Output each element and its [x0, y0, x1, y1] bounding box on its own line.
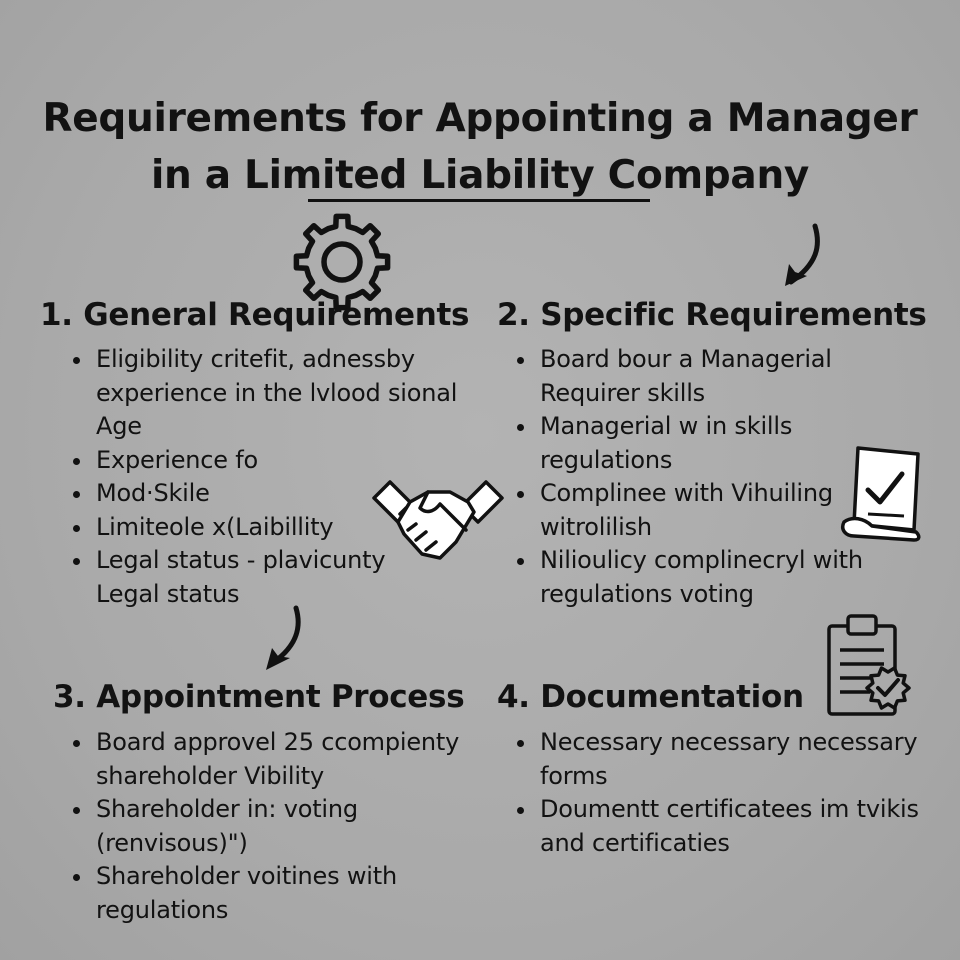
section-process-list [73, 726, 459, 927]
bullet-text: experience in the lvlood sional [96, 378, 458, 407]
bullet-text: Managerial w in skills [540, 412, 793, 440]
checked-document-icon [838, 444, 930, 544]
bullet-text: Mod·Skile [96, 479, 210, 507]
curved-arrow-icon [775, 220, 835, 292]
bullet-text: regulations voting [540, 579, 754, 608]
bullet-text: Shareholder in: voting [96, 795, 358, 823]
bullet-text: regulations [96, 895, 229, 924]
bullet-text: Necessary necessary necessary [540, 728, 918, 756]
bullet-text: regulations [540, 445, 673, 474]
bullet-item [517, 410, 863, 477]
bullet-item [73, 726, 459, 793]
title-line-2: in a Limited Liability Company [150, 153, 810, 198]
bullet-item [517, 544, 863, 611]
bullet-text: (renvisous)") [96, 828, 248, 857]
bullet-text: Complinee with Vihuiling [540, 479, 833, 507]
bullet-text: Nilioulicy complinecryl with [540, 546, 863, 574]
bullet-text: Legal status [96, 579, 240, 608]
section-specific-heading: 2. Specific Requirements [497, 297, 927, 333]
bullet-item [73, 793, 459, 860]
section-general-heading: 1. General Requirements [40, 297, 470, 333]
bullet-item [517, 343, 863, 410]
bullet-text: Doumentt certificatees im tvikis [540, 795, 919, 823]
bullet-text: Eligibility critefit, adnessby [96, 345, 415, 373]
bullet-text: and certificaties [540, 828, 730, 857]
bullet-item [517, 793, 919, 860]
bullet-item [517, 477, 863, 544]
curved-arrow-icon [260, 604, 310, 674]
bullet-text: shareholder Vibility [96, 761, 324, 790]
bullet-text: Limiteole x(Laibillity [96, 512, 334, 541]
bullet-text: Board bour a Managerial [540, 345, 832, 373]
bullet-item [73, 860, 459, 927]
bullet-text: Shareholder voitines with [96, 862, 397, 890]
bullet-text: forms [540, 761, 608, 790]
section-documentation-heading: 4. Documentation [497, 679, 804, 715]
section-documentation-list [517, 726, 919, 860]
clipboard-badge-icon [826, 612, 916, 718]
title-underline [308, 199, 650, 202]
bullet-text: Legal status - plavicunty [96, 546, 386, 574]
bullet-text: Age [96, 412, 142, 440]
bullet-text: Board approvel 25 ccompienty [96, 728, 460, 756]
bullet-text: witrolilish [540, 512, 652, 541]
bullet-text: Requirer skills [540, 378, 705, 407]
bullet-item [73, 343, 457, 444]
section-process-heading: 3. Appointment Process [53, 679, 465, 715]
handshake-icon [370, 472, 506, 572]
bullet-text: Experience fo [96, 445, 259, 474]
bullet-item [517, 726, 919, 793]
title-line-1: Requirements for Appointing a Manager [42, 96, 918, 141]
section-specific-list [517, 343, 863, 611]
